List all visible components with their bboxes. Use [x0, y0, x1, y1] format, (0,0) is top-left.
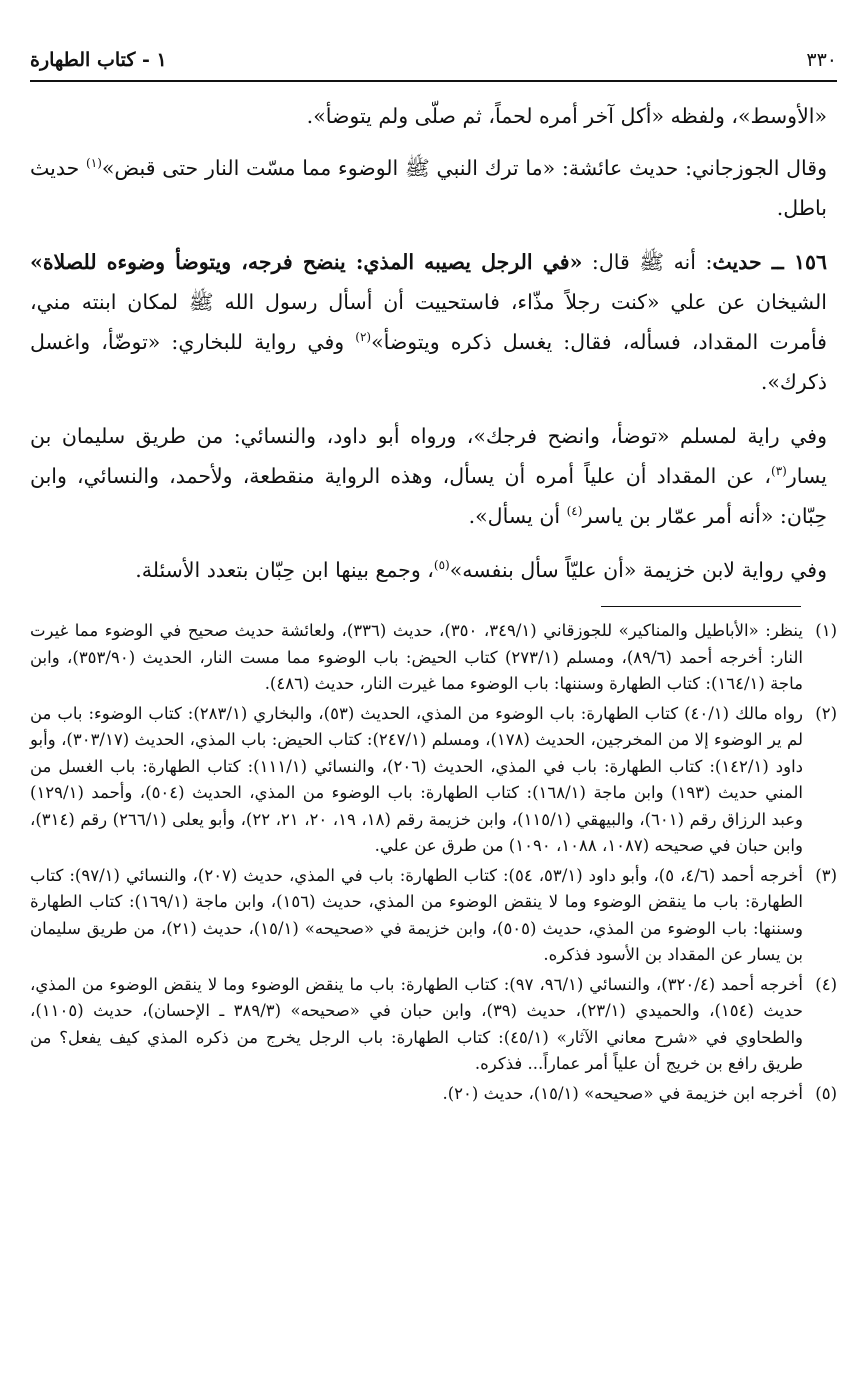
hadith-takhrij-cont: وفي رواية للبخاري: «توضّأ، واغسل ذكرك». — [30, 330, 827, 394]
footnote-text: أخرجه ابن خزيمة في «صحيحه» (١٥/١)، حديث (٢٠). — [442, 1083, 803, 1103]
hadith-intro: : أنه ﷺ قال: — [582, 250, 713, 274]
footnote-text: ينظر: «الأباطيل والمناكير» للجوزقاني (٣٤٩/١، ٣٥٠)، حديث (٣٣٦)، ولعائشة حديث صحيح في الوضوء مما غيرت النار: أخرجه أحمد (٨٩/٦)، ومسلم (٢٧٣/١) كتاب الحيض: باب الوضوء مما مست النار، الحديث (٣٥٣/٩٠)، وابن ماجة (١٦٤/١): كتاب الطهارة وسننها: باب الوضوء مما غيرت النار، حديث (٤٨٦). — [30, 621, 803, 693]
paragraph-khuzayma — [30, 550, 827, 590]
footnote — [30, 701, 837, 860]
footnote-ref[interactable]: (٢) — [355, 330, 372, 345]
paragraph-text: أن يسأل». — [468, 504, 567, 528]
hadith-entry — [30, 242, 827, 402]
page-number: ٣٣٠ — [806, 49, 837, 71]
paragraph-text: ، وجمع بينها ابن حِبّان بتعدد الأسئلة. — [135, 558, 434, 582]
main-text — [30, 96, 827, 604]
footnote-ref[interactable]: (٤) — [566, 504, 583, 519]
footnote-ref[interactable]: (٣) — [771, 464, 787, 479]
footnote — [30, 972, 837, 1078]
footnote-ref[interactable]: (٥) — [433, 558, 450, 573]
footnote-marker: (٢) — [815, 703, 837, 723]
footnotes — [30, 618, 837, 1110]
footnote-ref[interactable]: (١) — [86, 156, 102, 171]
paragraph-awsat — [30, 96, 827, 136]
footnote-marker: (١) — [815, 621, 837, 640]
footnote — [30, 618, 837, 698]
hadith-takhrij: الشيخان عن علي «كنت رجلاً مذّاء، فاستحييت أن أسأل رسول الله ﷺ لمكان ابنته مني، فأمرت المقداد، فسأله، فقال: يغسل ذكره ويتوضأ» — [30, 290, 827, 354]
paragraph-text: وفي راية لمسلم «توضأ، وانضح فرجك»، ورواه أبو داود، والنسائي: من طريق سليمان بن يسار — [30, 424, 827, 488]
paragraph-text: وقال الجوزجاني: حديث عائشة: «ما ترك النبي ﷺ الوضوء مما مسّت النار حتى قبض» — [101, 156, 827, 180]
footnote-separator — [601, 606, 801, 607]
footnote-marker: (٥) — [815, 1083, 837, 1103]
running-title: ١ - كتاب الطهارة — [30, 49, 167, 71]
paragraph-muslim — [30, 416, 827, 536]
footnote-text: أخرجه أحمد (٤/٦، ٥)، وأبو داود (٥٣/١، ٥٤): كتاب الطهارة: باب في المذي، حديث (٢٠٧)، والنسائي (٩٧/١): كتاب الطهارة: باب ما ينقض الوضوء وما لا ينقض الوضوء من المذي، حديث (١٥٦)، وابن ماجة (١٦٩/١): كتاب الطهارة وسننها: باب الوضوء من المذي، حديث (٥٠٥)، وابن خزيمة في «صحيحه» (١٥/١)، حديث (٢١)، من طريق سليمان بن يسار عن المقداد بن الأسود فذكره. — [30, 865, 803, 964]
footnote — [30, 1081, 837, 1108]
footnote — [30, 863, 837, 969]
footnote-marker: (٣) — [815, 865, 837, 885]
hadith-matn: «في الرجل يصيبه المذي: ينضح فرجه، ويتوضأ وضوءه للصلاة» — [30, 250, 583, 274]
footnote-text: رواه مالك (٤٠/١) كتاب الطهارة: باب الوضوء من المذي، الحديث (٥٣)، والبخاري (٢٨٣/١): كتاب الوضوء: باب من لم ير الوضوء إلا من المخرجين، الحديث (١٧٨)، ومسلم (٢٤٧/١): كتاب الحيض: باب المذي، الحديث (٣٠٣/١٧)، وأبو داود (١٤٢/١): كتاب الطهارة: باب في المذي، الحديث (٢٠٦)، والنسائي (١١١/١): كتاب الطهارة: باب الغسل من المني حديث (١٩٣) وابن ماجة (١٦٨/١): كتاب الطهارة: باب الوضوء من المذي، الحديث (٥٠٤)، وأحمد (١٢٩/١) وعبد الرزاق رقم (٦٠١)، والبيهقي (١١٥/١)، وابن خزيمة رقم (١٨، ١٩، ٢٠، ٢١، ٢٢)، وأبو يعلى (٢٦٦/١) رقم (٣١٤)، وابن حبان في صحيحه (١٠٨٧، ١٠٨٨، ١٠٩٠) من طرق عن علي. — [30, 703, 804, 855]
hadith-number: ١٥٦ ــ حديث — [712, 250, 827, 274]
paragraph-jawzajani — [30, 148, 827, 228]
paragraph-text: حديث باطل. — [30, 156, 827, 220]
paragraph-text: «الأوسط»، ولفظه «أكل آخر أمره لحماً، ثم صلّى ولم يتوضأ». — [306, 104, 827, 128]
paragraph-text: وفي رواية لابن خزيمة «أن عليّاً سأل بنفسه» — [449, 558, 827, 582]
page-header — [30, 40, 837, 82]
footnote-marker: (٤) — [815, 974, 837, 994]
paragraph-text: ، عن المقداد أن علياً أمره أن يسأل، وهذه الرواية منقطعة، ولأحمد، والنسائي، وابن حِبّان: «أنه أمر عمّار بن ياسر — [30, 464, 827, 528]
footnote-text: أخرجه أحمد (٣٢٠/٤)، والنسائي (٩٦/١، ٩٧): كتاب الطهارة: باب ما ينقض الوضوء وما لا ينقض الوضوء من المذي، حديث (١٥٤)، والحميدي (٢٣/١)، حديث (٣٩)، وابن حبان في «صحيحه» (٣٨٩/٣ ـ الإحسان)، حديث (١١٠٥)، والطحاوي في «شرح معاني الآثار» (٤٥/١): كتاب الطهارة: باب الرجل يخرج من ذكره المذي كيف يفعل؟ من طريق رافع بن خريج أن علياً أمر عماراً... فذكره. — [30, 974, 804, 1073]
